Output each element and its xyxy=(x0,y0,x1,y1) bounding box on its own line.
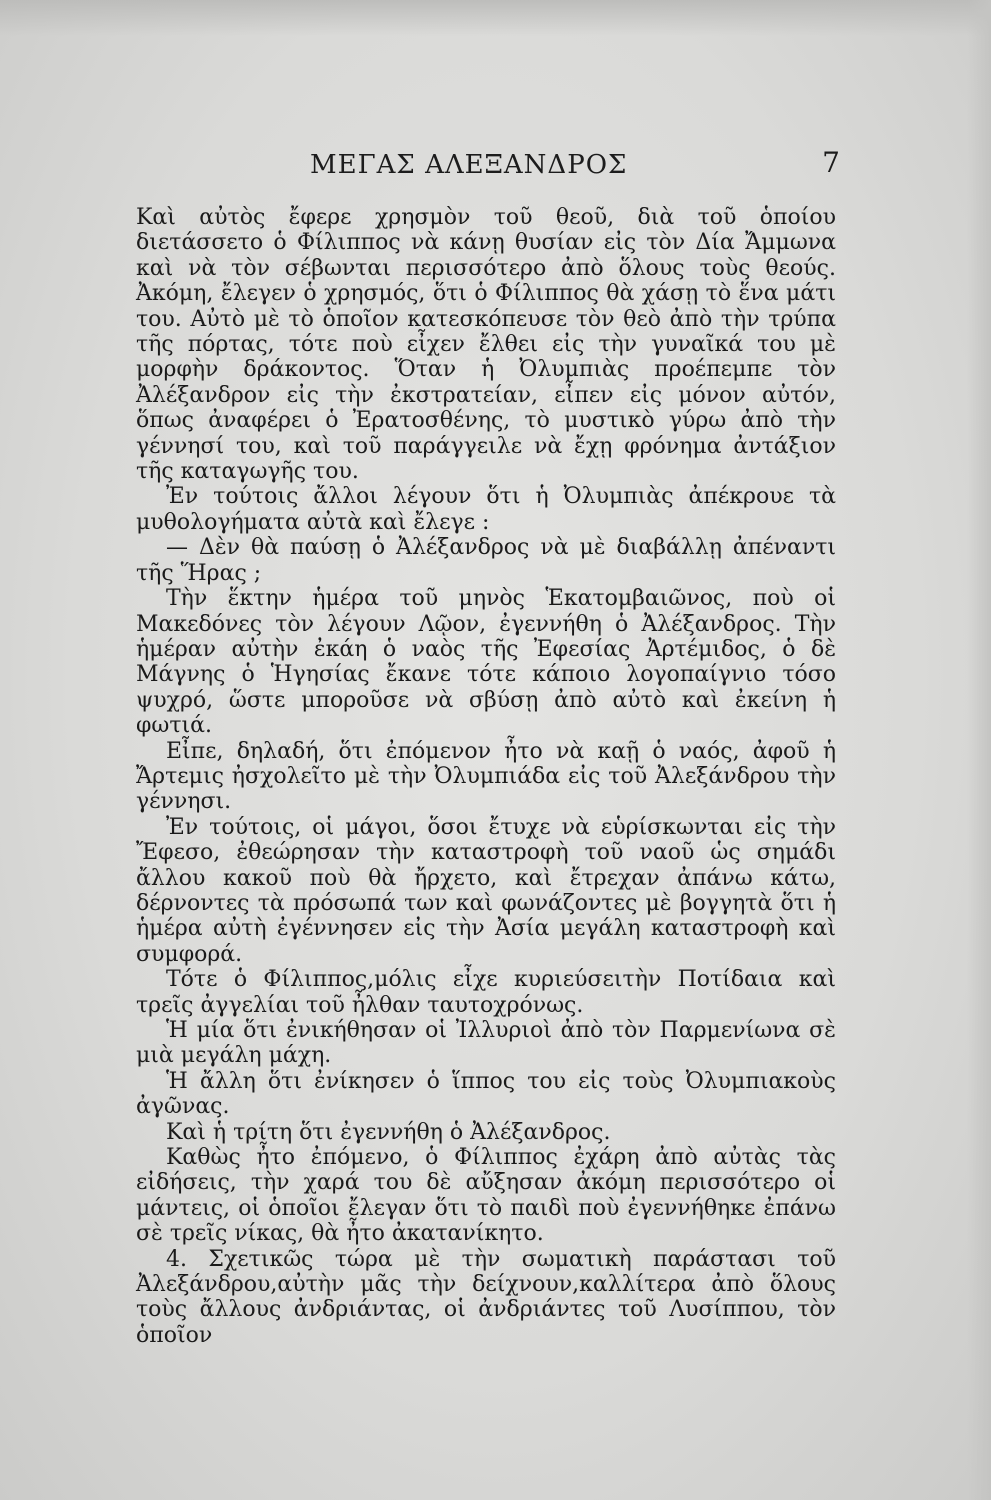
paragraph-dialogue: — Δὲν θὰ παύσῃ ὁ Ἀλέξανδρος νὰ μὲ διαβάλλῃ ἀπέναντι τῆς Ἥρας ; xyxy=(136,535,836,586)
body-text xyxy=(136,205,836,1348)
page-edge-shadow-right xyxy=(967,0,991,1500)
page-number: 7 xyxy=(822,146,840,179)
page-edge-shadow-top xyxy=(0,0,991,36)
running-title: ΜΕΓΑΣ ΑΛΕΞΑΝΔΡΟΣ xyxy=(310,150,628,180)
paragraph: Τότε ὁ Φίλιππος,μόλις εἶχε κυριεύσειτὴν Ποτίδαια καὶ τρεῖς ἀγγελίαι τοῦ ἦλθαν ταυτοχρόνως. xyxy=(136,967,836,1018)
paragraph: Τὴν ἕκτην ἡμέρα τοῦ μηνὸς Ἑκατομβαιῶνος, ποὺ οἱ Μακεδόνες τὸν λέγουν Λῷον, ἐγεννήθη ὁ Ἀλέξανδρος. Τὴν ἡμέραν αὐτὴν ἐκάη ὁ ναὸς τῆς Ἐφεσίας Ἀρτέμιδος, ὁ δὲ Μάγνης ὁ Ἡγησίας ἔκανε τότε κάποιο λογοπαίγνιο τόσο ψυχρό, ὥστε μποροῦσε νὰ σβύσῃ ἀπὸ αὐτὸ καὶ ἐκείνη ἡ φωτιά. xyxy=(136,586,836,739)
paragraph: Ἐν τούτοις ἄλλοι λέγουν ὅτι ἡ Ὀλυμπιὰς ἀπέκρουε τὰ μυθολογήματα αὐτὰ καὶ ἔλεγε : xyxy=(136,484,836,535)
paragraph: Καθὼς ἦτο ἐπόμενο, ὁ Φίλιππος ἐχάρη ἀπὸ αὐτὰς τὰς εἰδήσεις, τὴν χαρά του δὲ αὔξησαν ἀκόμη περισσότερο οἱ μάντεις, οἱ ὁποῖοι ἔλεγαν ὅτι τὸ παιδὶ ποὺ ἐγεννήθηκε ἐπάνω σὲ τρεῖς νίκας, θὰ ἦτο ἀκατανίκητο. xyxy=(136,1145,836,1247)
paragraph: Ἡ μία ὅτι ἐνικήθησαν οἱ Ἰλλυριοὶ ἀπὸ τὸν Παρμενίωνα σὲ μιὰ μεγάλη μάχη. xyxy=(136,1018,836,1069)
paragraph: Καὶ αὐτὸς ἔφερε χρησμὸν τοῦ θεοῦ, διὰ τοῦ ὁποίου διετάσσετο ὁ Φίλιππος νὰ κάνῃ θυσίαν εἰς τὸν Δία Ἄμμωνα καὶ νὰ τὸν σέβωνται περισσότερο ἀπὸ ὅλους τοὺς θεούς. Ἀκόμη, ἔλεγεν ὁ χρησμός, ὅτι ὁ Φίλιππος θὰ χάσῃ τὸ ἕνα μάτι του. Αὐτὸ μὲ τὸ ὁποῖον κατεσκόπευσε τὸν θεὸ ἀπὸ τὴν τρύπα τῆς πόρτας, τότε ποὺ εἶχεν ἔλθει εἰς τὴν γυναῖκά του μὲ μορφὴν δράκοντος. Ὅταν ἡ Ὀλυμπιὰς προέπεμπε τὸν Ἀλέξανδρον εἰς τὴν ἐκστρατείαν, εἶπεν εἰς μόνον αὐτόν, ὅπως ἀναφέρει ὁ Ἐρατοσθένης, τὸ μυστικὸ γύρω ἀπὸ τὴν γέννησί του, καὶ τοῦ παράγγειλε νὰ ἔχῃ φρόνημα ἀντάξιον τῆς καταγωγῆς του. xyxy=(136,205,836,485)
paragraph: Εἶπε, δηλαδή, ὅτι ἐπόμενον ἦτο νὰ καῇ ὁ ναός, ἀφοῦ ἡ Ἄρτεμις ἠσχολεῖτο μὲ τὴν Ὀλυμπιάδα εἰς τοῦ Ἀλεξάνδρου τὴν γέννησι. xyxy=(136,738,836,815)
paragraph: Ἡ ἄλλη ὅτι ἐνίκησεν ὁ ἵππος του εἰς τοὺς Ὀλυμπιακοὺς ἀγῶνας. xyxy=(136,1068,836,1120)
paragraph: Ἐν τούτοις, οἱ μάγοι, ὅσοι ἔτυχε νὰ εὑρίσκωνται εἰς τὴν Ἔφεσο, ἐθεώρησαν τὴν καταστροφὴ τοῦ ναοῦ ὡς σημάδι ἄλλου κακοῦ ποὺ θὰ ἤρχετο, καὶ ἔτρεχαν ἀπάνω κάτω, δέρνοντες τὰ πρόσωπά των καὶ φωνάζοντες μὲ βογγητὰ ὅτι ἡ ἡμέρα αὐτὴ ἐγέννησεν εἰς τὴν Ἀσία μεγάλη καταστροφὴ καὶ συμφορά. xyxy=(136,814,836,967)
running-header xyxy=(120,146,840,190)
paragraph: 4. Σχετικῶς τώρα μὲ τὴν σωματικὴ παράστασι τοῦ Ἀλεξάνδρου,αὐτὴν μᾶς τὴν δείχνουν,καλλίτερα ἀπὸ ὅλους τοὺς ἄλλους ἀνδριάντας, οἱ ἀνδριάντες τοῦ Λυσίππου, τὸν ὁποῖον xyxy=(136,1246,836,1348)
paragraph: Καὶ ἡ τρίτη ὅτι ἐγεννήθη ὁ Ἀλέξανδρος. xyxy=(166,1119,611,1145)
